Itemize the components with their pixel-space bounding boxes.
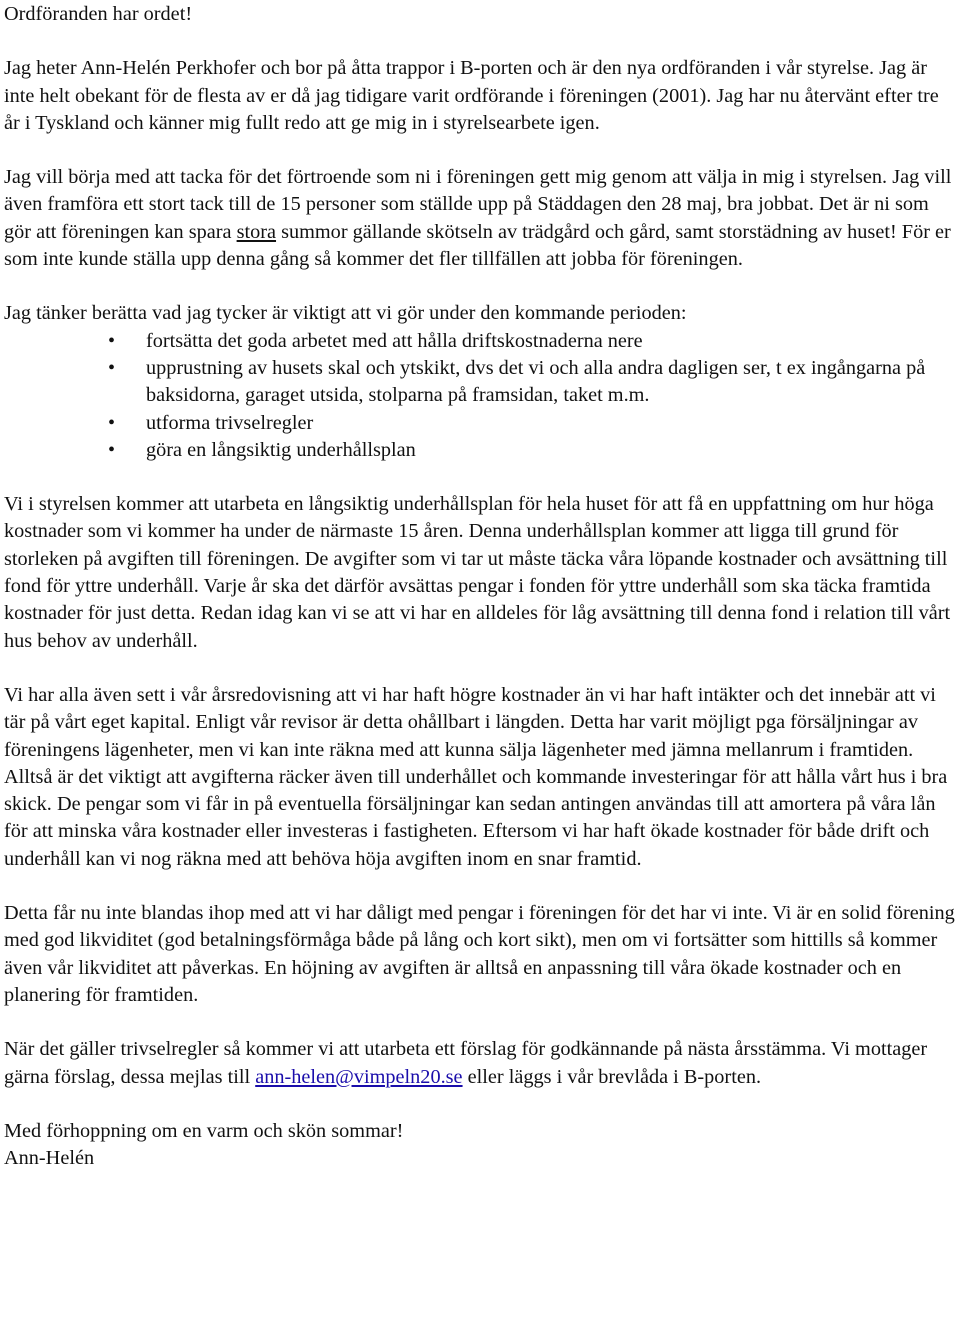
paragraph-gap	[4, 655, 956, 682]
bullet-icon: •	[108, 438, 116, 461]
maintenance-plan-paragraph: Vi i styrelsen kommer att utarbeta en långsiktig underhållsplan för hela huset för att få en uppfattning om hur höga kostnader som vi kommer ha under de närmaste 15 åren. Denna underhållsplan kommer att ligga till grund för storleken på avgiften till föreningen. De avgifter som vi tar ut måste täcka våra löpande kostnader och avsättning till fond för yttre underhåll. Varje år ska det därför avsättas pengar i fonden för yttre underhåll som ska täcka framtida kostnader för just detta. Redan idag kan vi se att vi har en alldeles för låg avsättning till denna fond i relation till vårt hus behov av underhåll.	[4, 493, 951, 652]
list-item	[4, 437, 956, 464]
priorities-intro: Jag tänker berätta vad jag tycker är viktigt att vi gör under den kommande perioden:	[4, 302, 687, 325]
paragraph-gap	[4, 273, 956, 300]
liquidity-paragraph: Detta får nu inte blandas ihop med att vi har dåligt med pengar i föreningen för det har vi inte. Vi är en solid förening med god likviditet (god betalningsförmåga både på lång och kort sikt), men om vi fortsätter som hittills så kommer även vår likviditet att påverkas. En höjning av avgiften är alltså en anpassning till våra ökade kostnader och en planering för framtiden.	[4, 902, 955, 1006]
finances-paragraph: Vi har alla även sett i vår årsredovisning att vi har haft högre kostnader än vi har haft intäkter och det innebär att vi tär på vårt eget kapital. Enligt vår revisor är detta ohållbart i längden. Detta har varit möjligt pga försäljningar av föreningens lägenheter, men vi kan inte räkna med att kunna sälja lägenheter med jämna mellanrum i framtiden. Alltså är det viktigt att avgifterna räcker även till underhållet och kommande investeringar för att hålla vårt hus i bra skick. De pengar som vi får in på eventuella försäljningar kan sedan antingen användas till att amortera på våra lån för att minska våra kostnader eller investeras i fastigheten. Eftersom vi har haft ökade kostnader för både drift och underhåll kan vi nog räkna med att behöva höja avgiften inom en snar framtid.	[4, 683, 948, 870]
bullet-icon: •	[108, 329, 116, 352]
rules-text-after: eller läggs i vår brevlåda i B-porten.	[462, 1065, 762, 1088]
paragraph-gap	[4, 464, 956, 491]
list-item-text: göra en långsiktig underhållsplan	[146, 438, 416, 461]
paragraph-gap	[4, 873, 956, 900]
letter-title: Ordföranden har ordet!	[4, 3, 193, 25]
rules-paragraph	[4, 1036, 956, 1091]
list-item-text: upprustning av husets skal och ytskikt, dvs det vi och alla andra dagligen ser, t ex ingångarna på baksidorna, garaget utsida, stolparna på framsidan, taket m.m.	[146, 356, 926, 407]
thanks-paragraph	[4, 164, 956, 273]
signature: Ann-Helén	[4, 1147, 95, 1170]
intro-paragraph: Jag heter Ann-Helén Perkhofer och bor på åtta trappor i B-porten och är den nya ordföranden i vår styrelse. Jag är inte helt obekant för de flesta av er då jag tidigare varit ordförande i föreningen (2001). Jag har nu återvänt efter tre år i Tyskland och känner mig fullt redo att ge mig in i styrelsearbete igen.	[4, 57, 939, 134]
bullet-icon: •	[108, 356, 116, 379]
list-item	[4, 328, 956, 355]
list-item	[4, 355, 956, 410]
paragraph-gap	[4, 1091, 956, 1118]
priorities-list	[4, 328, 956, 464]
list-item-text: fortsätta det goda arbetet med att hålla driftskostnaderna nere	[146, 329, 643, 352]
thanks-text-before: Jag vill börja med att tacka för det förtroende som ni i föreningen gett mig genom att välja in mig i styrelsen. Jag vill även framföra ett stort tack till de 15 personer som ställde upp på Städdagen den 28 maj, bra jobbat. Det är ni som gör att föreningen kan spara	[4, 166, 952, 243]
closing-line: Med förhoppning om en varm och skön sommar!	[4, 1119, 404, 1142]
thanks-text-after: summor gällande skötseln av trädgård och gård, samt storstädning av huset! För er som inte kunde ställa upp denna gång så kommer det fler tillfällen att jobba för föreningen.	[4, 220, 951, 271]
list-item-text: utforma trivselregler	[146, 411, 314, 434]
document-page	[0, 1, 960, 1172]
paragraph-gap	[4, 28, 956, 55]
bullet-icon: •	[108, 411, 116, 434]
underlined-word: stora	[236, 220, 277, 243]
email-link[interactable]: ann-helen@vimpeln20.se	[255, 1065, 463, 1088]
list-item	[4, 410, 956, 437]
paragraph-gap	[4, 1009, 956, 1036]
paragraph-gap	[4, 137, 956, 164]
rules-text-before: När det gäller trivselregler så kommer vi att utarbeta ett förslag för godkännande på nästa årsstämma. Vi mottager gärna förslag, dessa mejlas till	[4, 1038, 928, 1088]
